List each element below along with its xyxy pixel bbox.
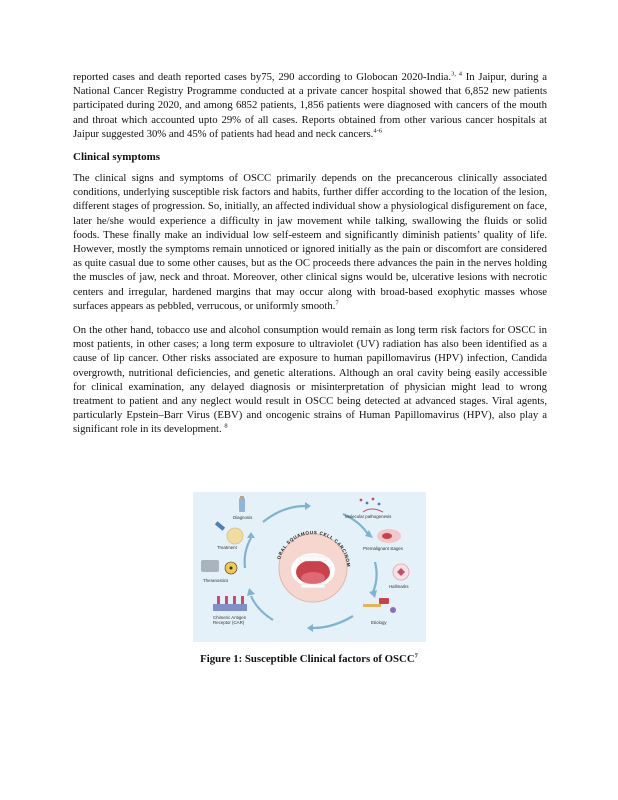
citation: 8	[224, 422, 228, 430]
hallmarks-icon	[393, 564, 409, 580]
diagnosis-icon	[239, 496, 245, 512]
figure-oscc-diagram	[193, 492, 426, 642]
paragraph-text: In Jaipur, during a National Cancer Registry Programme conducted at a private cancer hospital showed that 6,852 new patients participated during 2020, and among 6852 patients, 1,856 patients were diagnosed with cancers of the mouth and throat which accounted upto 29% of all cases. Reports obtained from other various cancer hospitals at Jaipur suggested 30% and 45% of patients had head and neck cancers.	[73, 71, 547, 140]
premalignant-icon	[377, 529, 401, 543]
figure-caption	[0, 653, 618, 665]
citation: 4-6	[373, 127, 383, 135]
label-etiology: Etiology	[371, 620, 387, 625]
label-premalignant: Premalignant stages	[363, 546, 404, 551]
article-body	[73, 70, 547, 437]
paragraph-text: reported cases and death reported cases by75, 290 according to Globocan 2020-India.	[73, 71, 452, 83]
caption-text: Figure 1: Susceptible Clinical factors of OSCC	[200, 653, 415, 665]
label-diagnosis: Diagnosis	[233, 515, 253, 520]
paragraph-incidence	[73, 70, 547, 141]
center-title: ORAL SQUAMOUS CELL CARCINOM	[276, 529, 352, 568]
paragraph-text: On the other hand, tobacco use and alcohol consumption would remain as long term risk factors for OSCC in most patients, in other cases; a long term exposure to ultraviolet (UV) radiation has also been identified as a cause of lip cancer. Other risks associated are exposure to human papillomavirus (HPV) infection, Candida overgrowth, nutritional deficiencies, and genetic alterations. Although an oral cavity being easily accessible for clinical examination, any delayed diagnosis or misinterpretation of physician might lead to wrong treatment to patient and any neglect would result in OSCC being detected at advanced stages. Viral agents, particularly Epstein–Barr Virus (EBV) and oncogenic strains of Human Papillomavirus (HPV), also play a significant role in its development.	[73, 324, 547, 436]
label-theranostics: Theranostics	[203, 578, 229, 583]
label-hallmarks: Hallmarks	[389, 584, 409, 589]
paragraph-text: The clinical signs and symptoms of OSCC primarily depends on the precancerous clinically associated conditions, underlying susceptible risk factors and habits, further differ according to the location of the lesion, different stages of progression. So, initially, an affected individual show a physiological disfigurement on face, later he/she would experience a difficulty in jaw movement while talking, swallowing the fluids or solid foods. These finally make an individual low self-esteem and significantly diminish patients’ quality of life. However, mostly the symptoms remain unnoticed or ignored initially as the pain or discomfort are considered as quite casual due to some other causes, but as the OC proceeds there advances the pain in the nerves holding the muscles of jaw, neck and throat. Moreover, other clinical signs would be, ulcerative lesions with necrotic centers and irregular, hardened margins that may occur along with broad-based exophytic masses whose surfaces appears as pebbled, verrucous, or uniformly smooth.	[73, 172, 547, 312]
section-heading: Clinical symptoms	[73, 151, 161, 164]
paragraph-risk-factors	[73, 323, 547, 437]
oscc-diagram	[193, 492, 426, 642]
citation: 7	[335, 299, 339, 307]
citation: 3, 4	[451, 70, 462, 78]
paragraph-clinical-signs	[73, 171, 547, 313]
caption-citation: 7	[414, 652, 418, 660]
label-car-line1: Chimeric Antigen	[213, 615, 247, 620]
label-molecular: Molecular pathogenesis	[345, 514, 392, 519]
label-treatment: Treatment	[217, 545, 237, 550]
label-car-line2: Receptor (CAR)	[213, 620, 245, 625]
